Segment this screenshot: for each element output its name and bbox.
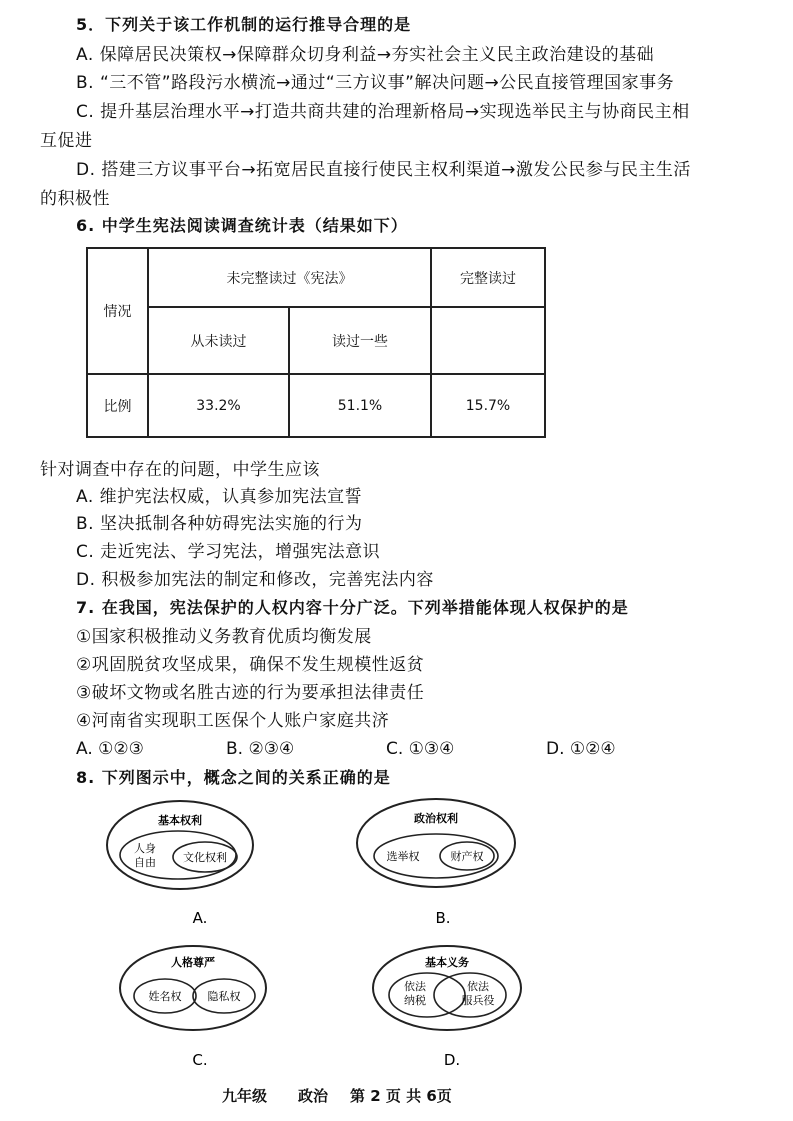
q7-option-d: D. ①②④ [546, 739, 616, 759]
diagram-c [120, 946, 266, 1069]
q7-option-c: C. ①③④ [386, 739, 455, 759]
header-empty [431, 307, 545, 374]
diagram-b-letter: B. [435, 909, 451, 927]
value-never: 33.2% [148, 374, 289, 437]
diagram-c-outer-label: 人格尊严 [171, 956, 215, 969]
diagram-c-letter: C. [192, 1051, 208, 1069]
diagram-d-right-label-2: 服兵役 [461, 994, 495, 1007]
q8-stem: 8. 下列图示中，概念之间的关系正确的是 [76, 768, 391, 787]
q5-option-d: D. 搭建三方议事平台→拓宽居民直接行使民主权利渠道→激发公民参与民主生活 [76, 160, 691, 180]
q7-options [0, 738, 793, 762]
q7-statement-1: ①国家积极推动义务教育优质均衡发展 [76, 627, 372, 647]
q7-option-a: A. ①②③ [76, 739, 144, 759]
q6-option-c: C. 走近宪法、学习宪法，增强宪法意识 [76, 542, 381, 562]
q7-statement-3: ③破坏文物或名胜古迹的行为要承担法律责任 [76, 683, 425, 703]
q5-option-c: C. 提升基层治理水平→打造共商共建的治理新格局→实现选举民主与协商民主相 [76, 102, 690, 122]
q5-option-a: A. 保障居民决策权→保障群众切身利益→夯实社会主义民主政治建设的基础 [76, 45, 655, 65]
q5-stem: 5．下列关于该工作机制的运行推导合理的是 [76, 15, 412, 34]
diagram-a-left-label-1: 人身 [134, 842, 156, 855]
q6-option-a: A. 维护宪法权威，认真参加宪法宣誓 [76, 487, 363, 507]
footer-grade: 九年级 [222, 1087, 268, 1105]
q5-option-d-cont: 的积极性 [40, 189, 110, 209]
diagram-a-left-label-2: 自由 [134, 856, 156, 869]
header-never: 从未读过 [148, 307, 289, 374]
diagram-d-left-label-1: 依法 [404, 980, 426, 993]
diagram-d-left-ellipse [389, 973, 465, 1017]
diagram-a-inner-label: 文化权利 [183, 851, 227, 864]
diagram-d-left-label-2: 纳税 [404, 994, 426, 1007]
q8-diagrams [0, 790, 793, 1085]
q5-option-b: B. “三不管”路段污水横流→通过“三方议事”解决问题→公民直接管理国家事务 [76, 73, 675, 93]
diagram-b-outer-label: 政治权利 [414, 812, 458, 825]
header-some: 读过一些 [289, 307, 431, 374]
header-ratio: 比例 [87, 374, 148, 437]
q6-stem: 6. 中学生宪法阅读调查统计表（结果如下） [76, 216, 408, 235]
footer-page-number: 第 2 页 共 6页 [350, 1087, 452, 1105]
header-complete: 完整读过 [431, 248, 545, 307]
q6-option-b: B. 坚决抵制各种妨碍宪法实施的行为 [76, 514, 363, 534]
q7-option-b: B. ②③④ [226, 739, 295, 759]
diagram-b-left-label: 选举权 [386, 850, 420, 863]
diagram-b [357, 799, 515, 927]
q6-option-d: D. 积极参加宪法的制定和修改，完善宪法内容 [76, 570, 434, 590]
diagram-c-right-label: 隐私权 [207, 990, 241, 1003]
survey-table [86, 247, 546, 438]
footer-subject: 政治 [298, 1087, 329, 1105]
q7-statement-2: ②巩固脱贫攻坚成果，确保不发生规模性返贫 [76, 655, 425, 675]
q7-statement-4: ④河南省实现职工医保个人账户家庭共济 [76, 711, 390, 731]
diagram-a-letter: A. [192, 909, 208, 927]
diagram-a-outer-label: 基本权利 [158, 814, 202, 827]
header-not-complete: 未完整读过《宪法》 [148, 248, 431, 307]
header-situation: 情况 [87, 248, 148, 374]
diagram-b-inner-label: 财产权 [450, 850, 484, 863]
q6-prompt: 针对调查中存在的问题，中学生应该 [40, 460, 320, 480]
q5-option-c-cont: 互促进 [40, 131, 93, 151]
value-complete: 15.7% [431, 374, 545, 437]
diagram-d [373, 946, 521, 1069]
value-some: 51.1% [289, 374, 431, 437]
diagram-d-right-label-1: 依法 [467, 980, 489, 993]
diagram-d-outer-label: 基本义务 [425, 956, 469, 969]
q7-stem: 7. 在我国，宪法保护的人权内容十分广泛。下列举措能体现人权保护的是 [76, 598, 629, 617]
diagram-a [107, 801, 253, 927]
diagram-d-letter: D. [443, 1051, 461, 1069]
diagram-c-left-label: 姓名权 [148, 990, 182, 1003]
